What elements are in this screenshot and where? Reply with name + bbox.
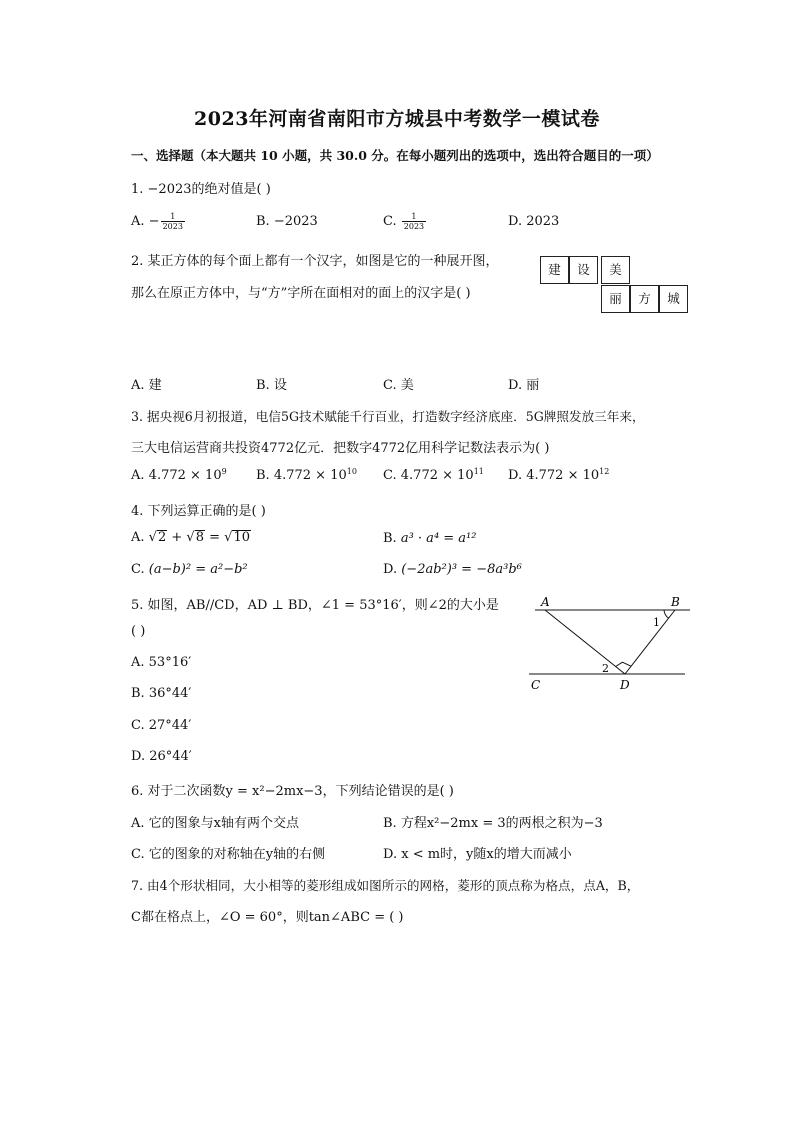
q1-option-a-label: A. xyxy=(131,214,145,229)
angle-2-label: 2 xyxy=(602,662,609,675)
q1-c-numerator: 1 xyxy=(402,212,426,222)
q1-a-numerator: 1 xyxy=(161,212,185,222)
q1-option-c-label: C. xyxy=(383,214,397,229)
point-a-label: A xyxy=(541,595,550,609)
segment-bd xyxy=(625,610,675,674)
angle-1-label: 1 xyxy=(653,616,660,629)
q4-a-plus: + xyxy=(167,530,187,545)
q3-b-exponent: 10 xyxy=(346,467,357,476)
question-5-line-1: 5. 如图，AB//CD，AD ⊥ BD，∠1 = 53°16′，则∠2的大小是 xyxy=(131,598,499,613)
q1-a-denominator: 2023 xyxy=(162,222,183,231)
q1-option-b: B. −2023 xyxy=(256,214,318,229)
q2-option-d: D. 丽 xyxy=(508,378,540,393)
q3-a-exponent: 9 xyxy=(221,467,227,476)
point-b-label: B xyxy=(671,595,680,609)
q2-option-b: B. 设 xyxy=(256,378,287,393)
q2-option-a: A. 建 xyxy=(131,378,162,393)
question-2-line-1: 2. 某正方体的每个面上都有一个汉字，如图是它的一种展开图， xyxy=(131,254,499,269)
q4-option-c xyxy=(131,562,248,577)
q3-b-base: 4.772 × 10 xyxy=(273,468,347,483)
point-c-label: C xyxy=(531,678,541,692)
q1-c-denominator: 2023 xyxy=(403,222,425,231)
q1-option-a xyxy=(131,212,185,231)
q3-c-label: C. xyxy=(383,468,397,483)
q3-d-base: 4.772 × 10 xyxy=(526,468,600,483)
q1-option-d: D. 2023 xyxy=(508,214,560,229)
q4-c-label: C. xyxy=(131,562,145,577)
section-heading: 一、选择题（本大题共 10 小题，共 30.0 分。在每小题列出的选项中，选出符合题目的一项） xyxy=(131,148,659,163)
question-3-line-1: 3. 据央视6月初报道，电信5G技术赋能千行百业，打造数字经济底座．5G牌照发放三年来， xyxy=(131,409,645,424)
q6-option-c: C. 它的图象的对称轴在y轴的右侧 xyxy=(131,847,326,862)
q2-option-c: C. 美 xyxy=(383,378,414,393)
question-7-line-1: 7. 由4个形状相同，大小相等的菱形组成如图所示的网格，菱形的顶点称为格点，点A，B， xyxy=(131,878,640,893)
q3-option-c xyxy=(383,468,484,483)
question-3-line-2: 三大电信运营商共投资4772亿元．把数字4772亿用科学记数法表示为( ) xyxy=(131,441,550,456)
question-2-line-2: 那么在原正方体中，与“方”字所在面相对的面上的汉字是( ) xyxy=(131,286,471,301)
q4-a-label: A. xyxy=(131,530,145,545)
q4-a-root-3: 10 xyxy=(233,530,250,545)
q3-a-label: A. xyxy=(131,468,145,483)
q6-option-a: A. 它的图象与x轴有两个交点 xyxy=(131,816,299,831)
q1-option-a-fraction xyxy=(161,212,185,231)
net-cell-4: 丽 xyxy=(601,285,630,313)
q4-a-root-1: 2 xyxy=(157,530,167,545)
angle-1-arc xyxy=(664,610,669,618)
q6-option-d: D. x < m时，y随x的增大而减小 xyxy=(383,847,572,862)
q4-a-equals: = xyxy=(204,530,225,545)
point-d-label: D xyxy=(620,678,630,692)
q3-option-b xyxy=(256,468,357,483)
q3-b-label: B. xyxy=(256,468,270,483)
q4-a-root-2: 8 xyxy=(195,530,204,545)
q4-b-label: B. xyxy=(383,531,397,546)
q4-d-label: D. xyxy=(383,562,398,577)
parallel-lines-figure xyxy=(525,592,700,692)
question-6-stem: 6. 对于二次函数y = x²−2mx−3，下列结论错误的是( ) xyxy=(131,784,454,799)
q3-a-base: 4.772 × 10 xyxy=(148,468,222,483)
q1-option-c-fraction xyxy=(402,212,426,231)
q5-option-d: D. 26°44′ xyxy=(131,749,192,764)
question-5-line-2: ( ) xyxy=(131,624,146,639)
q6-option-b: B. 方程x²−2mx = 3的两根之积为−3 xyxy=(383,816,603,831)
q5-option-c: C. 27°44′ xyxy=(131,718,192,733)
q1-option-a-sign: − xyxy=(148,214,160,229)
q4-option-d xyxy=(383,562,522,577)
q3-c-exponent: 11 xyxy=(473,467,484,476)
net-cell-6: 城 xyxy=(659,285,688,313)
question-1-stem: 1. −2023的绝对值是( ) xyxy=(131,182,271,197)
q3-option-a xyxy=(131,468,227,483)
net-cell-3: 美 xyxy=(601,256,630,284)
net-cell-5: 方 xyxy=(630,285,659,313)
q4-d-expression: (−2ab²)³ = −8a³b⁶ xyxy=(401,562,522,577)
net-cell-2: 设 xyxy=(569,256,598,284)
q4-b-expression: a³ · a⁴ = a¹² xyxy=(400,531,477,546)
q5-option-b: B. 36°44′ xyxy=(131,686,192,701)
right-angle-mark xyxy=(616,662,632,666)
q5-option-a: A. 53°16′ xyxy=(131,655,192,670)
q3-c-base: 4.772 × 10 xyxy=(400,468,474,483)
q1-option-c xyxy=(383,212,426,231)
question-7-line-2: C都在格点上，∠O = 60°，则tan∠ABC = ( ) xyxy=(131,910,404,925)
q4-option-a: A. √2 + √8 = √10 xyxy=(131,530,250,545)
page-title: 2023年河南省南阳市方城县中考数学一模试卷 xyxy=(194,108,600,130)
q4-option-b xyxy=(383,531,476,546)
net-cell-1: 建 xyxy=(540,256,569,284)
question-4-stem: 4. 下列运算正确的是( ) xyxy=(131,504,266,519)
q3-d-label: D. xyxy=(508,468,523,483)
segment-ad xyxy=(545,610,625,674)
q4-c-expression: (a−b)² = a²−b² xyxy=(148,562,248,577)
q3-option-d xyxy=(508,468,609,483)
q3-d-exponent: 12 xyxy=(599,467,610,476)
